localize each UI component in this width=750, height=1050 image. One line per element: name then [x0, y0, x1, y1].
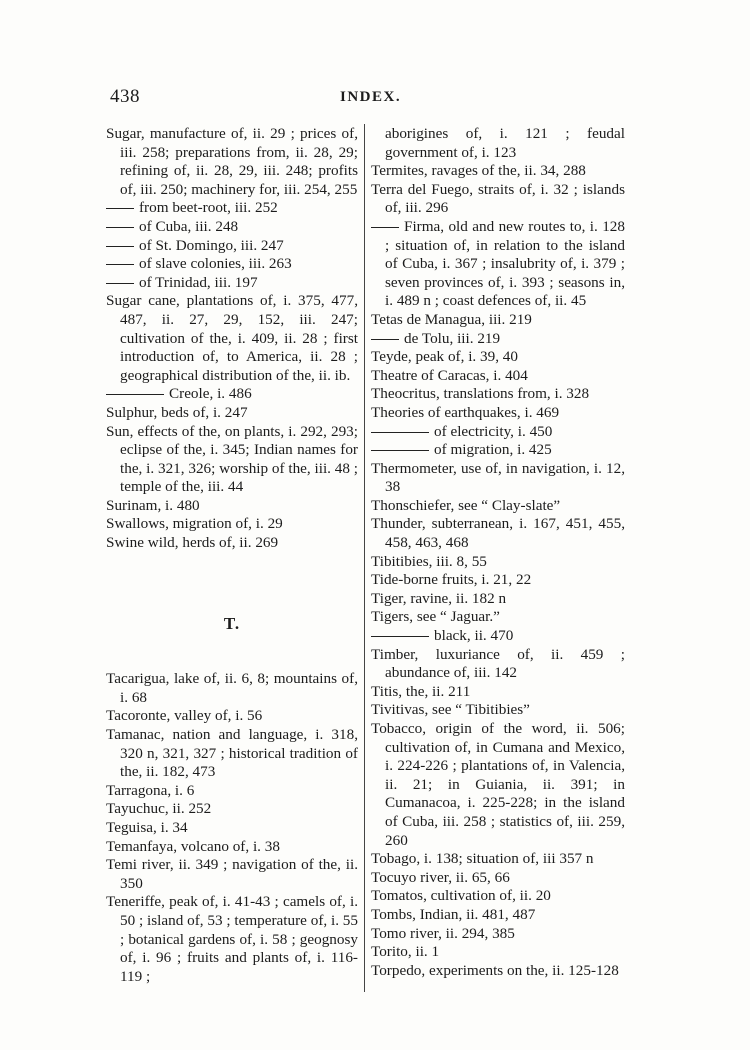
index-entry-text: Sun, effects of the, on plants, i. 292, 293; eclipse of the, i. 345; Indian names for the, i. 321, 326; worship of the, iii. 48 ; temple of the, iii. 44	[106, 422, 358, 496]
index-entry-text: Sugar cane, plantations of, i. 375, 477, 487, ii. 27, 29, 152, iii. 247; cultivation of the, i. 409, ii. 28 ; first introduction of, to America, ii. 28 ; geographical distribution of the, ii. ib.	[106, 292, 358, 384]
index-entry	[371, 869, 625, 888]
index-entry	[371, 571, 625, 590]
index-entry	[106, 423, 358, 497]
index-entry	[371, 850, 625, 869]
index-entries-right	[371, 125, 625, 980]
index-entry-text: Swallows, migration of, i. 29	[106, 515, 283, 533]
index-entry	[371, 330, 625, 349]
ditto-dash	[106, 283, 134, 284]
index-entry	[106, 385, 358, 404]
index-entry-text: Teguisa, i. 34	[106, 819, 188, 836]
index-entry-text: Sugar, manufacture of, ii. 29 ; prices of, iii. 258; preparations from, ii. 28, 29; refining of, ii. 28, 29, iii. 248; profits of, iii. 250; machinery for, iii. 254, 255	[106, 125, 358, 198]
index-entry	[106, 670, 358, 707]
index-entry-text: Tetas de Managua, iii. 219	[371, 310, 532, 328]
index-entry-text: Tobago, i. 138; situation of, iii 357 n	[371, 850, 594, 868]
index-entry	[106, 838, 358, 857]
index-entry-text: of slave colonies, iii. 263	[139, 255, 292, 273]
index-entry	[106, 856, 358, 893]
index-entry	[106, 274, 358, 293]
section-letter: T.	[223, 613, 241, 633]
index-entry-text: Tomatos, cultivation of, ii. 20	[371, 887, 551, 905]
index-entry-text: Sulphur, beds of, i. 247	[106, 403, 248, 421]
page-number: 438	[110, 86, 140, 107]
index-entry	[371, 385, 625, 404]
index-entry	[371, 906, 625, 925]
index-entry	[371, 701, 625, 720]
index-entries-t	[106, 670, 358, 986]
index-entry	[371, 627, 625, 646]
index-entry	[106, 497, 358, 516]
ditto-dash	[106, 246, 134, 247]
index-entry-text: Thunder, subterranean, i. 167, 451, 455, 458, 463, 468	[371, 515, 625, 552]
index-entry-text: Temi river, ii. 349 ; navigation of the, ii. 350	[106, 856, 358, 892]
index-entry-text: of Trinidad, iii. 197	[139, 273, 258, 291]
index-entry	[371, 683, 625, 702]
index-entry-text: aborigines of, i. 121 ; feudal government of, i. 123	[385, 125, 625, 161]
index-entry	[371, 460, 625, 497]
index-entry	[371, 646, 625, 683]
index-entry-text: Tayuchuc, ii. 252	[106, 800, 212, 818]
index-entry-text: of St. Domingo, iii. 247	[139, 236, 284, 254]
index-entry	[106, 726, 358, 782]
index-entry-text: Tacoronte, valley of, i. 56	[106, 707, 263, 725]
index-entry-text: Tombs, Indian, ii. 481, 487	[371, 905, 536, 923]
index-entry-text: Thermometer, use of, in navigation, i. 12, 38	[371, 459, 625, 496]
index-entry	[106, 218, 358, 237]
index-entry-text: Torito, ii. 1	[371, 943, 440, 961]
index-entry-text: Theocritus, translations from, i. 328	[371, 385, 590, 403]
index-entry-text: Theories of earthquakes, i. 469	[371, 403, 560, 421]
index-entry-text: Tivitivas, see “ Tibitibies”	[371, 701, 530, 719]
index-entry-text: Teyde, peak of, i. 39, 40	[371, 348, 518, 366]
index-column-left	[106, 125, 358, 986]
index-entry	[106, 534, 358, 553]
index-entry-text: Firma, old and new routes to, i. 128 ; situation of, in relation to the island of Cuba, i. 367 ; insalubrity of, i. 379 ; seven provinces of, i. 393 ; seasons in, i. 489 n ; coast defences of, ii. 45	[385, 217, 625, 310]
index-entry-text: Titis, the, ii. 211	[371, 682, 471, 700]
index-entry	[106, 404, 358, 423]
index-entry	[371, 348, 625, 367]
index-entry-text: black, ii. 470	[434, 627, 514, 645]
index-entry-text: Timber, luxuriance of, ii. 459 ; abundance of, iii. 142	[371, 645, 625, 682]
index-entry	[371, 943, 625, 962]
ditto-dash	[371, 450, 429, 451]
index-entry-text: of migration, i. 425	[434, 441, 552, 459]
index-entry-text: from beet-root, iii. 252	[139, 199, 278, 217]
ditto-dash	[106, 208, 134, 209]
index-entry	[106, 515, 358, 534]
index-entry	[371, 367, 625, 386]
index-entry-text: Tomo river, ii. 294, 385	[371, 924, 515, 942]
index-entry	[371, 162, 625, 181]
index-entry-text: Tibitibies, iii. 8, 55	[371, 552, 487, 570]
index-entry-text: of Cuba, iii. 248	[139, 217, 239, 235]
ditto-dash	[371, 339, 399, 340]
column-divider	[364, 124, 365, 992]
index-entry	[371, 441, 625, 460]
index-entry-text: Tobacco, origin of the word, ii. 506; cultivation of, in Cumana and Mexico, i. 224-226 ; plantations of, in Valencia, ii. 21; in Guiania, ii. 391; in Cumanacoa, i. 225-228; in the island of Cuba, iii. 258 ; statistics of, iii. 259, 260	[371, 720, 625, 849]
index-entry	[106, 255, 358, 274]
index-entry-text: Teneriffe, peak of, i. 41-43 ; camels of, i. 50 ; island of, 53 ; temperature of, i. 55 ; botanical gardens of, i. 58 ; geognosy of, i. 96 ; fruits and plants of, i. 116-119 ;	[106, 893, 358, 985]
index-entry-text: Tigers, see “ Jaguar.”	[371, 608, 500, 626]
index-entry	[106, 800, 358, 819]
index-entry	[371, 311, 625, 330]
ditto-dash	[371, 227, 399, 228]
index-entry	[371, 181, 625, 218]
index-entry-text: Tacarigua, lake of, ii. 6, 8; mountains of, i. 68	[106, 670, 358, 706]
index-column-right	[371, 125, 625, 980]
index-entry	[371, 720, 625, 850]
index-entry	[106, 292, 358, 385]
index-entry	[106, 199, 358, 218]
index-entry	[106, 125, 358, 199]
index-entry-text: Swine wild, herds of, ii. 269	[106, 534, 279, 552]
index-entry-text: Torpedo, experiments on the, ii. 125-128	[371, 961, 619, 979]
index-entry	[106, 819, 358, 838]
index-entry	[371, 423, 625, 442]
running-head: INDEX.	[340, 89, 402, 105]
index-entry	[371, 125, 625, 162]
index-entry-text: Termites, ravages of the, ii. 34, 288	[371, 162, 586, 180]
ditto-dash	[106, 227, 134, 228]
ditto-dash	[106, 264, 134, 265]
index-entry	[371, 887, 625, 906]
index-entry-text: Terra del Fuego, straits of, i. 32 ; islands of, iii. 296	[371, 180, 625, 217]
index-entries-s	[106, 125, 358, 553]
index-entry-text: Tide-borne fruits, i. 21, 22	[371, 571, 532, 589]
index-entry	[106, 237, 358, 256]
ditto-dash	[371, 636, 429, 637]
index-entry	[106, 707, 358, 726]
index-entry-text: Theatre of Caracas, i. 404	[371, 366, 528, 384]
index-entry-text: Tarragona, i. 6	[106, 781, 195, 799]
index-entry-text: de Tolu, iii. 219	[404, 329, 501, 347]
index-entry-text: Thonschiefer, see “ Clay-slate”	[371, 496, 561, 514]
ditto-dash	[106, 394, 164, 395]
index-entry-text: of electricity, i. 450	[434, 422, 553, 440]
index-entry-text: Tiger, ravine, ii. 182 n	[371, 589, 507, 607]
index-entry-text: Temanfaya, volcano of, i. 38	[106, 837, 280, 855]
index-entry	[106, 782, 358, 801]
index-entry	[371, 962, 625, 981]
index-entry-text: Tamanac, nation and language, i. 318, 320 n, 321, 327 ; historical tradition of the, ii. 182, 473	[106, 726, 358, 781]
index-entry	[371, 218, 625, 311]
index-entry	[371, 497, 625, 516]
index-entry	[371, 590, 625, 609]
index-entry	[106, 893, 358, 986]
index-entry	[371, 553, 625, 572]
index-entry-text: Surinam, i. 480	[106, 496, 200, 514]
index-entry	[371, 515, 625, 552]
index-entry-text: Creole, i. 486	[169, 385, 252, 403]
ditto-dash	[371, 432, 429, 433]
index-entry	[371, 608, 625, 627]
index-entry	[371, 925, 625, 944]
index-entry-text: Tocuyo river, ii. 65, 66	[371, 868, 510, 886]
index-entry	[371, 404, 625, 423]
